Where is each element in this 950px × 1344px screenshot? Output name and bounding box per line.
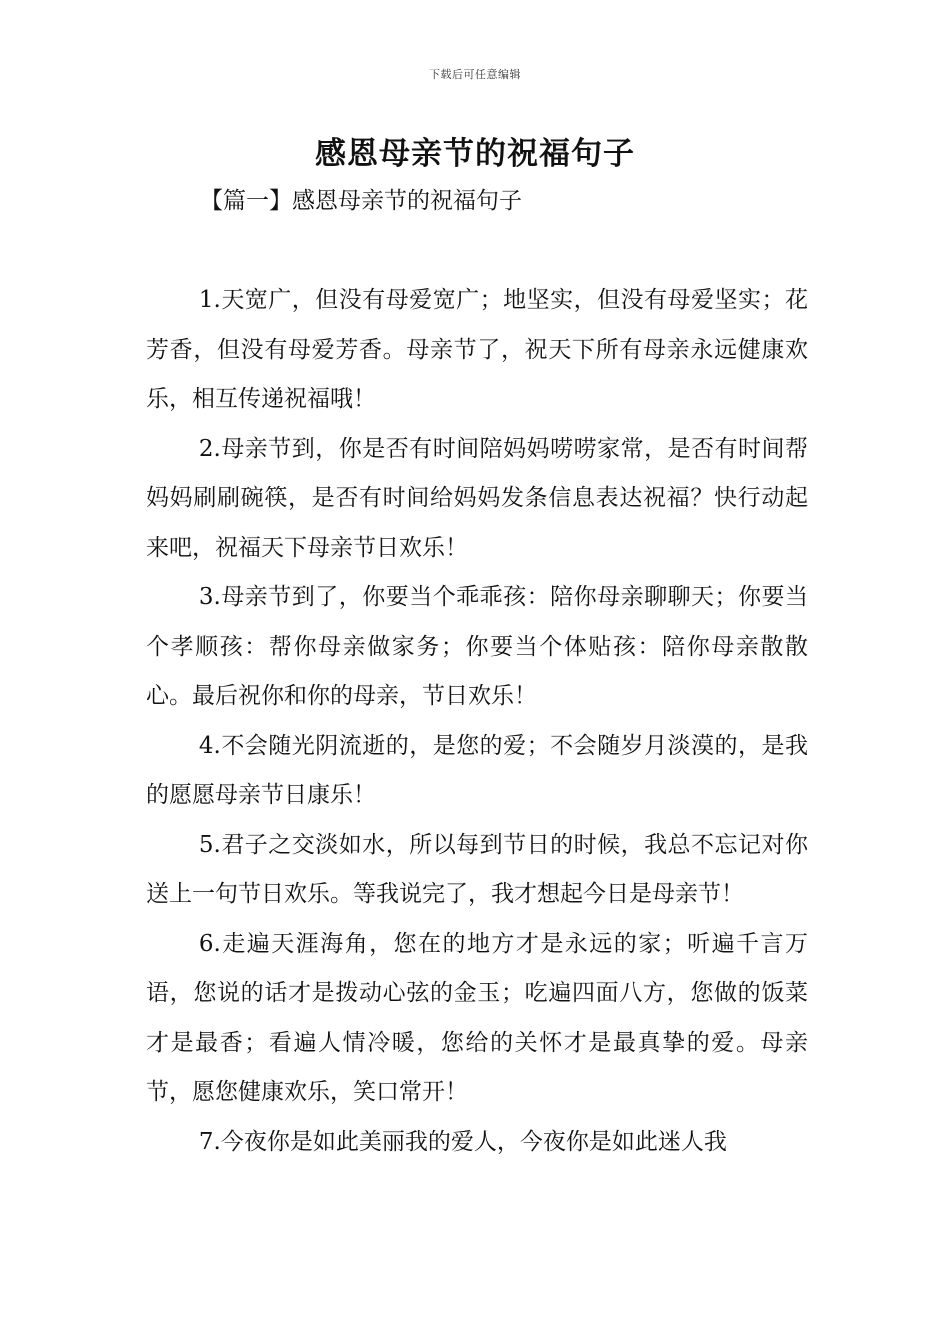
paragraph-1: 1.天宽广，但没有母爱宽广；地坚实，但没有母爱坚实；花芳香，但没有母爱芳香。母亲节了，祝天下所有母亲永远健康欢乐，相互传递祝福哦！ (146, 287, 808, 412)
paragraph-2: 2.母亲节到，你是否有时间陪妈妈唠唠家常，是否有时间帮妈妈刷刷碗筷，是否有时间给妈妈发条信息表达祝福？快行动起来吧，祝福天下母亲节日欢乐！ (146, 435, 808, 561)
section-heading: 【篇一】感恩母亲节的祝福句子 (200, 188, 522, 214)
document-body (146, 276, 808, 1167)
paragraph-7: 7.今夜你是如此美丽我的爱人，今夜你是如此迷人我 (198, 1128, 727, 1155)
header-note: 下载后可任意编辑 (429, 68, 521, 81)
paragraph-4: 4.不会随光阴流逝的，是您的爱；不会随岁月淡漠的，是我的愿愿母亲节日康乐！ (146, 732, 808, 808)
paragraph-5: 5.君子之交淡如水，所以每到节日的时候，我总不忘记对你送上一句节日欢乐。等我说完了，我才想起今日是母亲节！ (146, 831, 808, 907)
paragraph-3: 3.母亲节到了，你要当个乖乖孩：陪你母亲聊聊天；你要当个孝顺孩：帮你母亲做家务；你要当个体贴孩：陪你母亲散散心。最后祝你和你的母亲，节日欢乐！ (146, 584, 808, 709)
document-title: 感恩母亲节的祝福句子 (315, 136, 635, 172)
paragraph-6: 6.走遍天涯海角，您在的地方才是永远的家；听遍千言万语，您说的话才是拨动心弦的金玉；吃遍四面八方，您做的饭菜才是最香；看遍人情冷暖，您给的关怀才是最真挚的爱。母亲节，愿您健康欢乐，笑口常开！ (146, 930, 808, 1105)
